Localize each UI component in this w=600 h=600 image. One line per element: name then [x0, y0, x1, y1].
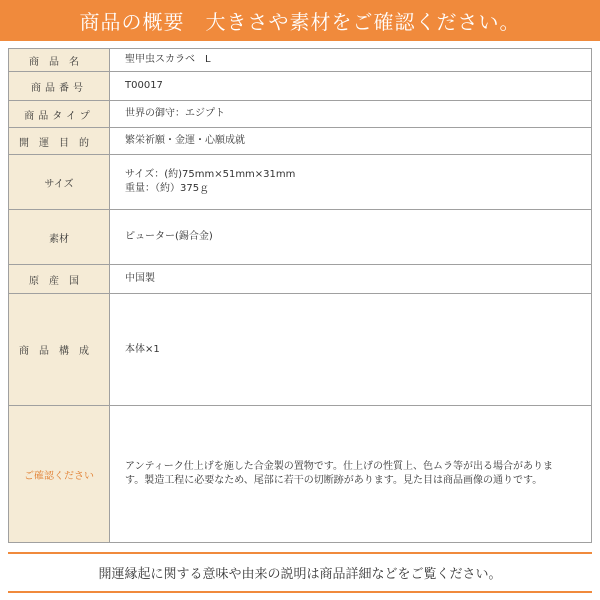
value-contents: 本体×1 [110, 294, 592, 406]
value-product-name: 聖甲虫スカラベ L [110, 49, 592, 72]
value-origin: 中国製 [110, 265, 592, 294]
label-origin: 原産国 [9, 265, 110, 294]
value-material: ピューター(錫合金) [110, 210, 592, 265]
footer-text: 開運縁起に関する意味や由来の説明は商品詳細などをご覧ください。 [98, 567, 502, 582]
size-dimensions: サイズ：(約)75mm×51mm×31mm [125, 169, 296, 180]
footer-note [8, 552, 592, 593]
table-row [9, 155, 592, 210]
value-purpose: 繁栄祈願・金運・心願成就 [110, 128, 592, 155]
label-product-name: 商品名 [9, 49, 110, 72]
table-row [9, 49, 592, 72]
table-row [9, 101, 592, 128]
label-notice: ご確認ください [9, 406, 110, 543]
value-product-number: T00017 [110, 72, 592, 101]
label-material: 素材 [9, 210, 110, 265]
table-row [9, 210, 592, 265]
table-row [9, 265, 592, 294]
label-product-type: 商品タイプ [9, 101, 110, 128]
label-product-number: 商品番号 [9, 72, 110, 101]
banner-title: 商品の概要 大きさや素材をご確認ください。 [79, 10, 521, 34]
size-weight: 重量：（約）375ｇ [125, 183, 210, 194]
table-row [9, 72, 592, 101]
table-row [9, 294, 592, 406]
value-product-type: 世界の御守：エジプト [110, 101, 592, 128]
product-spec-table [8, 48, 592, 543]
label-purpose: 開運目的 [9, 128, 110, 155]
label-contents: 商品構成 [9, 294, 110, 406]
value-notice: アンティーク仕上げを施した合金製の置物です。仕上げの性質上、色ムラ等が出る場合があります。製造工程に必要なため、尾部に若干の切断跡があります。見た目は商品画像の通りです。 [110, 406, 592, 543]
table-row [9, 406, 592, 543]
table-row [9, 128, 592, 155]
label-size: サイズ [9, 155, 110, 210]
header-banner [0, 0, 600, 41]
value-size [110, 155, 592, 210]
